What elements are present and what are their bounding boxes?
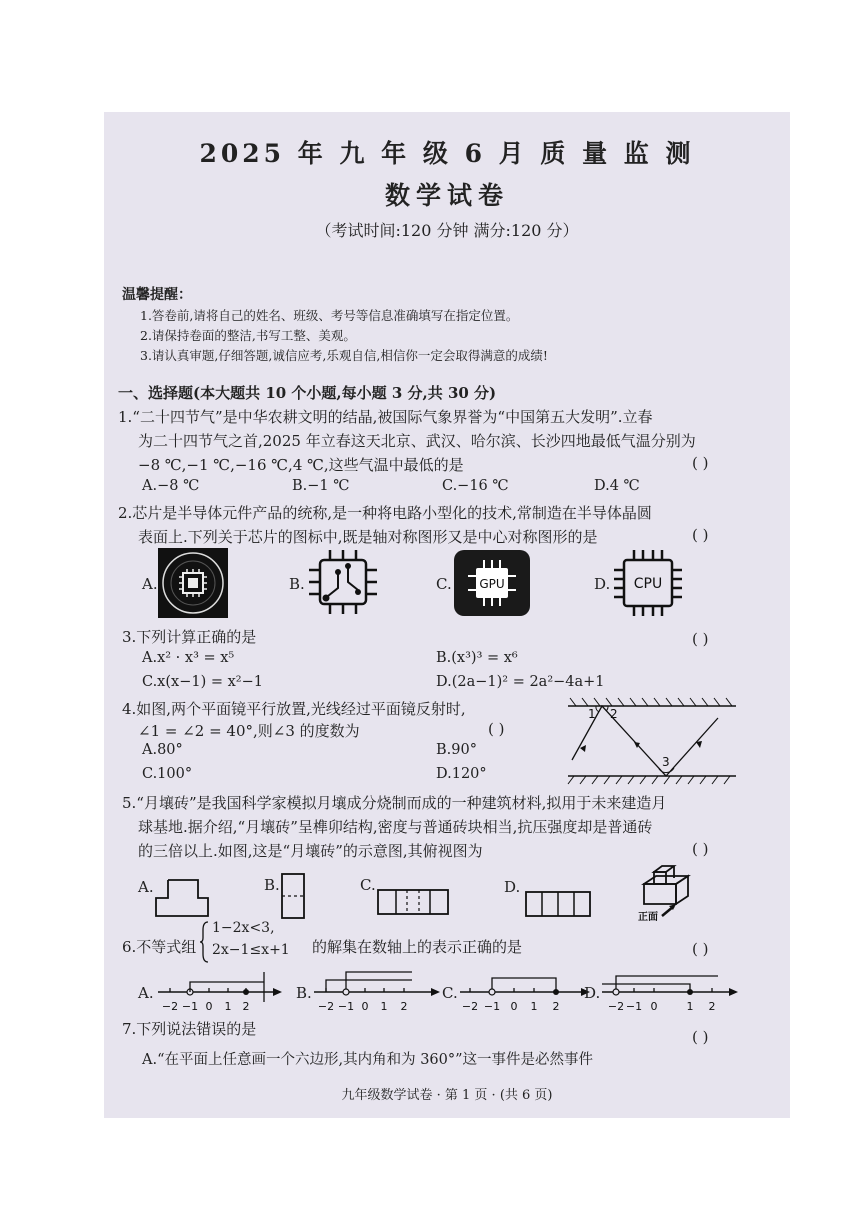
tick-label: 2	[552, 1000, 560, 1013]
mirror-diagram	[566, 696, 738, 792]
answer-paren: ( )	[692, 840, 709, 858]
q4-option-b: B.90°	[436, 742, 477, 758]
tip-item: 2.请保持卷面的整洁,书写工整、美观。	[140, 328, 356, 343]
q5-view-a	[154, 878, 212, 918]
number-line-c	[458, 966, 592, 1018]
tick-label: 0	[361, 1000, 369, 1013]
cpu-icon	[610, 548, 686, 618]
tick-label: −1	[625, 1000, 643, 1013]
tips-heading: 温馨提醒：	[122, 287, 192, 303]
front-label: 正面	[638, 912, 658, 922]
q6-option-d-label: D.	[584, 984, 601, 1002]
q4-line: 4.如图,两个平面镜平行放置,光线经过平面镜反射时,	[122, 700, 466, 718]
tick-label: −1	[483, 1000, 501, 1013]
tick-label: 0	[205, 1000, 213, 1013]
tick-label: 1	[530, 1000, 538, 1013]
chip-icon-a	[158, 548, 228, 618]
tick-label: −2	[317, 1000, 335, 1013]
tip-item: 3.请认真审题,仔细答题,诚信应考,乐观自信,相信你一定会取得满意的成绩!	[140, 348, 548, 363]
q4-option-c: C.100°	[142, 766, 193, 782]
q2-line: 2.芯片是半导体元件产品的统称,是一种将电路小型化的技术,常制造在半导体晶圆	[118, 504, 652, 522]
q6-suffix: 的解集在数轴上的表示正确的是	[312, 938, 523, 956]
answer-paren: ( )	[692, 454, 709, 472]
angle-2-label: 2	[610, 707, 618, 721]
tick-label: 2	[400, 1000, 408, 1013]
q2-option-d-label: D.	[594, 575, 611, 593]
q4-line: ∠1 = ∠2 = 40°,则∠3 的度数为	[138, 722, 360, 740]
tick-label: 1	[224, 1000, 232, 1013]
tick-label: −1	[337, 1000, 355, 1013]
tip-item: 1.答卷前,请将自己的姓名、班级、考号等信息准确填写在指定位置。	[140, 308, 519, 323]
q1-option-c: C.−16 ℃	[442, 478, 509, 494]
gpu-icon	[454, 550, 530, 616]
system-brace	[200, 920, 210, 964]
q5-view-c	[376, 888, 452, 918]
answer-paren: ( )	[692, 1028, 709, 1046]
q2-option-b-label: B.	[289, 575, 305, 593]
q3-option-b: B.(x³)³ = x⁶	[436, 650, 518, 666]
q1-line: 1.“二十四节气”是中华农耕文明的结晶,被国际气象界誉为“中国第五大发明”.立春	[118, 408, 653, 426]
q1-line: −8 ℃,−1 ℃,−16 ℃,4 ℃,这些气温中最低的是	[138, 456, 464, 474]
number-line-b	[312, 964, 442, 1018]
q5-option-b-label: B.	[264, 876, 280, 894]
q5-line: 5.“月壤砖”是我国科学家模拟月壤成分烧制而成的一种建筑材料,拟用于未来建造月	[122, 794, 667, 812]
q6-option-a-label: A.	[138, 984, 154, 1002]
tick-label: −2	[161, 1000, 179, 1013]
q5-view-b	[280, 872, 308, 922]
moon-brick-3d	[636, 858, 706, 922]
cpu-label: CPU	[633, 576, 663, 592]
q2-line: 表面上.下列关于芯片的图标中,既是轴对称图形又是中心对称图形的是	[138, 528, 598, 546]
angle-1-label: 1	[588, 707, 596, 721]
q1-option-b: B.−1 ℃	[292, 478, 350, 494]
q2-option-a-label: A.	[142, 575, 158, 593]
tick-label: −1	[181, 1000, 199, 1013]
exam-page	[104, 112, 790, 1118]
q4-option-d: D.120°	[436, 766, 487, 782]
q2-option-c-label: C.	[436, 575, 452, 593]
number-line-d	[600, 966, 740, 1018]
q3-option-a: A.x² · x³ = x⁵	[142, 650, 235, 666]
q5-line: 球基地.据介绍,“月壤砖”呈榫卯结构,密度与普通砖块相当,抗压强度却是普通砖	[138, 818, 653, 836]
tick-label: 1	[686, 1000, 694, 1013]
tick-label: 2	[708, 1000, 716, 1013]
gpu-label: GPU	[479, 577, 505, 591]
q3-option-c: C.x(x−1) = x²−1	[142, 674, 263, 690]
q5-line: 的三倍以上.如图,这是“月壤砖”的示意图,其俯视图为	[138, 842, 483, 860]
answer-paren: ( )	[692, 526, 709, 544]
q1-option-a: A.−8 ℃	[142, 478, 200, 494]
answer-paren: ( )	[692, 630, 709, 648]
tick-label: 0	[650, 1000, 658, 1013]
q7-option-a: A.“在平面上任意画一个六边形,其内角和为 360°”这一事件是必然事件	[142, 1052, 594, 1068]
answer-paren: ( )	[692, 940, 709, 958]
chip-icon-b	[306, 548, 380, 616]
exam-title: 2025 年 九 年 级 6 月 质 量 监 测	[199, 139, 695, 168]
q6-inequality-1: 1−2x<3,	[212, 920, 275, 936]
tick-label: 0	[510, 1000, 518, 1013]
exam-subtitle: 数学试卷	[384, 181, 509, 210]
q1-line: 为二十四节气之首,2025 年立春这天北京、武汉、哈尔滨、长沙四地最低气温分别为	[138, 432, 696, 450]
tick-label: −2	[461, 1000, 479, 1013]
q1-option-d: D.4 ℃	[594, 478, 640, 494]
q6-prefix: 6.不等式组	[122, 938, 197, 956]
exam-info: （考试时间:120 分钟 满分:120 分）	[315, 221, 579, 240]
page-footer: 九年级数学试卷 · 第 1 页 · (共 6 页)	[341, 1088, 553, 1103]
q6-inequality-2: 2x−1≤x+1	[212, 942, 290, 958]
q7-stem: 7.下列说法错误的是	[122, 1020, 257, 1038]
tick-label: 1	[380, 1000, 388, 1013]
q4-option-a: A.80°	[142, 742, 183, 758]
q5-view-d	[524, 890, 594, 920]
q3-stem: 3.下列计算正确的是	[122, 628, 257, 646]
q6-option-b-label: B.	[296, 984, 312, 1002]
answer-paren: ( )	[488, 720, 505, 738]
section-heading: 一、选择题(本大题共 10 个小题,每小题 3 分,共 30 分)	[118, 384, 497, 402]
q5-option-d-label: D.	[504, 878, 521, 896]
tick-label: 2	[242, 1000, 250, 1013]
q5-option-a-label: A.	[138, 878, 154, 896]
q6-option-c-label: C.	[442, 984, 458, 1002]
number-line-a	[156, 968, 284, 1018]
q5-option-c-label: C.	[360, 876, 376, 894]
tick-label: −2	[607, 1000, 625, 1013]
q3-option-d: D.(2a−1)² = 2a²−4a+1	[436, 674, 605, 690]
angle-3-label: 3	[662, 755, 670, 769]
